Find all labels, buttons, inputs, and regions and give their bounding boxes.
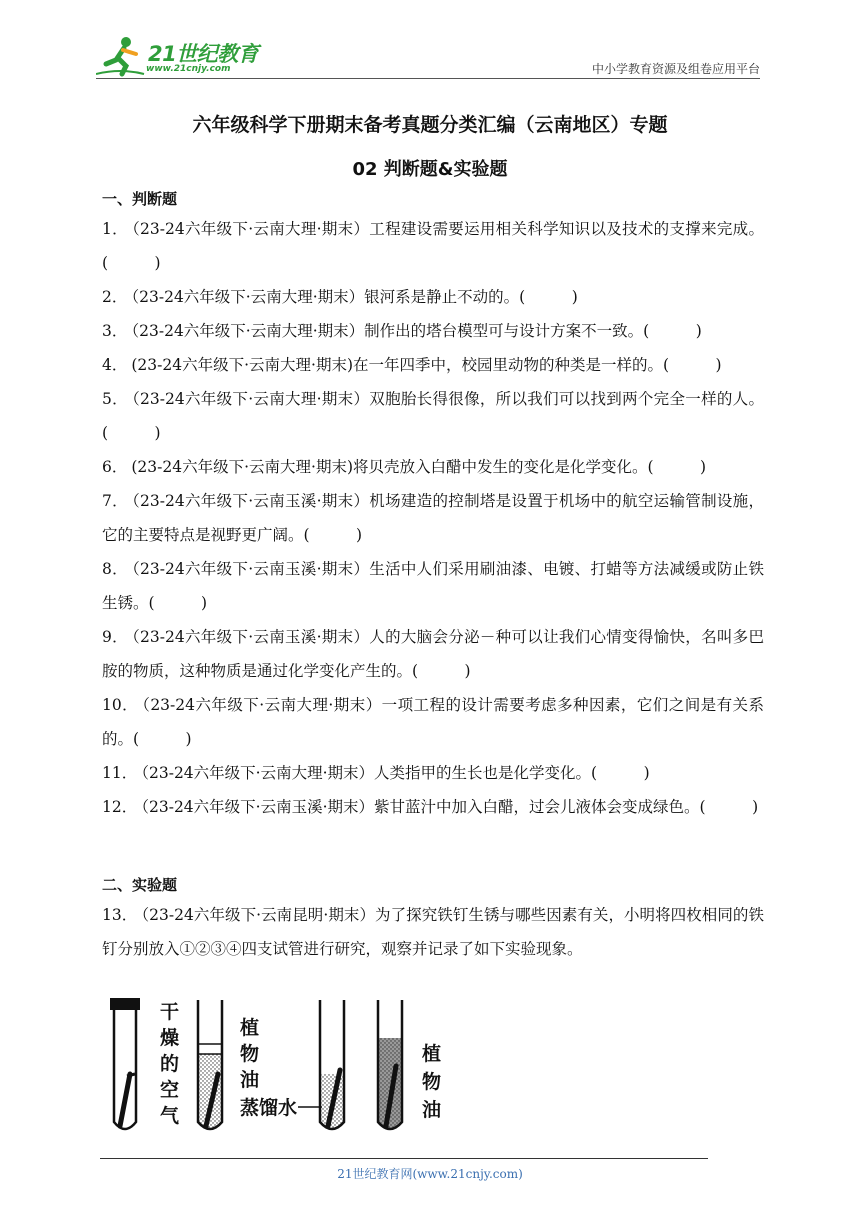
question-item <box>102 898 764 966</box>
question-text: （23-24六年级下·云南大理·期末）一项工程的设计需要考虑多种因素，它们之间是有关系的。( ) <box>102 696 764 748</box>
label-dry-air-4: 空 <box>160 1079 180 1101</box>
question-text: (23-24六年级下·云南大理·期末)在一年四季中，校园里动物的种类是一样的。( ) <box>131 356 722 374</box>
question-item <box>102 280 764 314</box>
label-oil-b-1: 植 <box>422 1043 442 1065</box>
page-footer: 21世纪教育网(www.21cnjy.com) <box>337 1167 523 1181</box>
question-text: （23-24六年级下·云南大理·期末）双胞胎长得很像，所以我们可以找到两个完全一样的人。( ) <box>102 390 764 442</box>
question-number: 13． <box>102 906 138 924</box>
question-text: （23-24六年级下·云南大理·期末）制作出的塔台模型可与设计方案不一致。( ) <box>131 322 702 340</box>
question-item <box>102 382 764 450</box>
question-number: 1． <box>102 220 128 238</box>
tube-1 <box>110 998 140 1129</box>
question-item <box>102 552 764 620</box>
question-item <box>102 756 764 790</box>
question-text: （23-24六年级下·云南玉溪·期末）人的大脑会分泌－种可以让我们心情变得愉快，名叫多巴胺的物质，这种物质是通过化学变化产生的。( ) <box>102 628 764 680</box>
question-item <box>102 484 764 552</box>
question-text: （23-24六年级下·云南大理·期末）人类指甲的生长也是化学变化。( ) <box>141 764 650 782</box>
section-heading-judgement: 一、判断题 <box>102 190 178 208</box>
test-tubes-diagram <box>100 994 460 1136</box>
question-text: (23-24六年级下·云南大理·期末)将贝壳放入白醋中发生的变化是化学变化。( ) <box>131 458 707 476</box>
question-number: 9． <box>102 628 128 646</box>
tube-4 <box>378 1000 402 1129</box>
label-oil-b-3: 油 <box>422 1099 442 1121</box>
question-item <box>102 212 764 280</box>
logo-url: www.21cnjy.com <box>146 64 231 74</box>
runner-logo-icon <box>96 34 146 78</box>
tube-3 <box>320 1000 344 1129</box>
question-number: 8． <box>102 560 128 578</box>
label-oil-a-3: 油 <box>240 1069 260 1091</box>
label-oil-a-1: 植 <box>240 1017 260 1039</box>
platform-tagline: 中小学教育资源及组卷应用平台 <box>591 62 760 76</box>
tube-2 <box>198 1000 222 1129</box>
site-logo <box>96 34 266 78</box>
label-dry-air-5: 气 <box>160 1105 180 1127</box>
question-item <box>102 348 764 382</box>
page-header <box>96 34 760 82</box>
question-text: （23-24六年级下·云南玉溪·期末）生活中人们采用刷油漆、电镀、打蜡等方法减缓或防止铁生锈。( ) <box>102 560 764 612</box>
section-spacer <box>102 824 764 872</box>
label-oil-b-2: 物 <box>422 1071 442 1093</box>
document-subtitle: 02 判断题&实验题 <box>352 159 508 180</box>
question-item <box>102 688 764 756</box>
question-text: （23-24六年级下·云南玉溪·期末）机场建造的控制塔是设置于机场中的航空运输管制设施，它的主要特点是视野更广阔。( ) <box>102 492 764 544</box>
label-dry-air-3: 的 <box>160 1053 180 1075</box>
question-number: 12． <box>102 798 138 816</box>
question-item <box>102 450 764 484</box>
header-divider <box>96 78 760 79</box>
question-item <box>102 314 764 348</box>
question-text: （23-24六年级下·云南大理·期末）工程建设需要运用相关科学知识以及技术的支撑来完成。( ) <box>102 220 764 272</box>
question-item <box>102 790 764 824</box>
question-number: 10． <box>102 696 139 714</box>
document-body <box>102 186 764 966</box>
question-text: （23-24六年级下·云南大理·期末）银河系是静止不动的。( ) <box>131 288 578 306</box>
question-text: （23-24六年级下·云南玉溪·期末）紫甘蓝汁中加入白醋，过会儿液体会变成绿色。( ) <box>141 798 759 816</box>
label-oil-a-2: 物 <box>240 1043 260 1065</box>
question-number: 7． <box>102 492 128 510</box>
label-distilled-water: 蒸馏水 <box>240 1097 298 1119</box>
section-heading-experiment: 二、实验题 <box>102 876 178 894</box>
document-title: 六年级科学下册期末备考真题分类汇编（云南地区）专题 <box>192 114 668 136</box>
question-number: 2． <box>102 288 128 306</box>
question-number: 5． <box>102 390 128 408</box>
logo-text: 21世纪教育 <box>148 42 259 66</box>
question-number: 6． <box>102 458 128 476</box>
question-item <box>102 620 764 688</box>
label-dry-air-2: 燥 <box>160 1027 180 1049</box>
question-number: 3． <box>102 322 128 340</box>
label-dry-air-1: 干 <box>160 1001 180 1023</box>
question-number: 11． <box>102 764 138 782</box>
footer-divider <box>100 1158 708 1159</box>
question-number: 4． <box>102 356 128 374</box>
test-tube-figure <box>100 994 460 1136</box>
question-text: （23-24六年级下·云南昆明·期末）为了探究铁钉生锈与哪些因素有关，小明将四枚相同的铁钉分别放入①②③④四支试管进行研究，观察并记录了如下实验现象。 <box>102 906 764 958</box>
